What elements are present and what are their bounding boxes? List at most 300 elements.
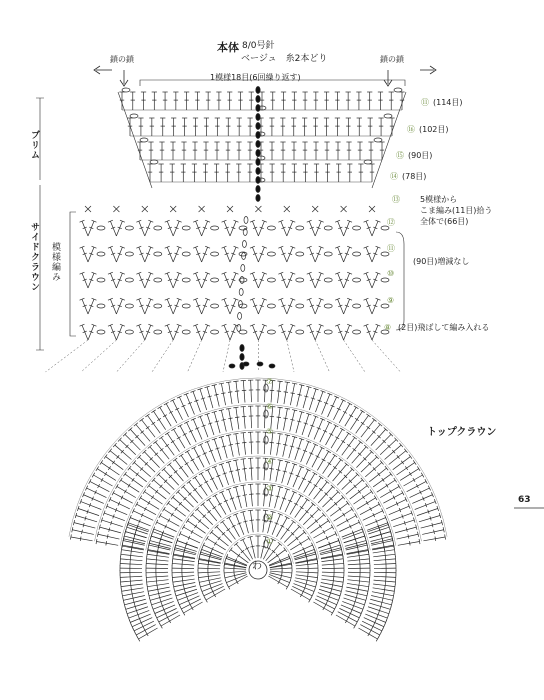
crown-stitch — [182, 558, 183, 562]
center-chain-dot — [256, 186, 260, 193]
crown-stitch — [321, 555, 343, 559]
crown-stitch — [307, 578, 308, 582]
crown-stitch — [205, 469, 210, 471]
crown-stitch — [182, 579, 183, 583]
side-row-num: ⑫ — [387, 218, 395, 227]
center-chain-dot — [256, 123, 260, 130]
crown-stitch — [369, 468, 386, 482]
crown-stitch — [270, 573, 291, 578]
crown-stitch — [183, 554, 184, 558]
center-link — [242, 241, 246, 248]
crown-stitch — [124, 536, 145, 541]
crown-stitch — [243, 495, 247, 496]
crown-stitch — [193, 391, 201, 412]
crown-stitch — [373, 550, 395, 553]
crown-stitch — [168, 619, 170, 623]
crown-stitch — [206, 536, 209, 540]
crown-stitch — [322, 394, 330, 414]
crown-stitch — [249, 520, 253, 521]
side-chain — [296, 252, 304, 256]
crown-stitch — [213, 506, 217, 509]
crown-stitch — [347, 551, 369, 555]
crown-stitch — [214, 439, 221, 460]
crown-stitch — [359, 583, 360, 587]
brim-chain — [122, 88, 130, 92]
crown-stitch — [409, 454, 412, 458]
crown-stitch — [149, 486, 166, 499]
crown-stitch — [326, 450, 331, 453]
crown-stitch — [116, 484, 119, 489]
crown-stitch — [186, 519, 189, 523]
crown-stitch — [133, 596, 134, 600]
crown-stitch — [321, 554, 343, 558]
crown-stitch — [98, 534, 119, 539]
crown-stitch — [302, 414, 309, 435]
top-crown-label: トップクラウン — [427, 427, 497, 438]
center-chain-dot — [240, 345, 244, 352]
side-chain — [353, 304, 361, 308]
crown-stitch — [232, 525, 236, 527]
crown-chain — [264, 410, 268, 418]
crown-stitch — [354, 624, 357, 629]
crown-stitch — [158, 620, 160, 625]
crown-stitch — [296, 568, 318, 569]
crown-stitch — [284, 548, 287, 552]
crown-stitch — [120, 576, 142, 577]
crown-stitch — [185, 462, 189, 464]
crown-stitch — [323, 606, 325, 610]
crown-stitch — [362, 621, 382, 631]
crown-stitch — [300, 506, 304, 509]
crown-stitch — [151, 495, 153, 499]
crown-stitch — [158, 591, 159, 595]
crown-stitch — [349, 415, 353, 417]
crown-stitch — [199, 484, 203, 486]
crown-stitch — [278, 433, 283, 434]
crown-stitch — [159, 513, 162, 518]
side-chain — [296, 330, 304, 334]
crown-stitch — [200, 389, 207, 410]
crown-stitch — [159, 612, 178, 622]
crown-stitch — [173, 579, 195, 582]
side-chain — [97, 304, 105, 308]
crown-stitch — [191, 606, 193, 610]
crown-stitch — [410, 488, 430, 497]
crown-stitch — [214, 593, 216, 597]
right-chain-label: 鎖の鎖 — [380, 55, 404, 64]
crown-stitch — [295, 439, 302, 460]
crown-stitch — [297, 394, 301, 395]
crown-stitch — [122, 550, 144, 553]
crown-stitch — [181, 599, 201, 609]
crown-stitch — [299, 542, 301, 546]
crown-stitch — [243, 485, 247, 507]
side-chain — [353, 226, 361, 230]
crown-stitch — [229, 435, 234, 456]
crown-stitch — [122, 545, 144, 549]
crown-stitch — [366, 501, 368, 505]
crown-stitch — [306, 445, 315, 465]
crown-stitch — [147, 547, 148, 552]
center-chain-dot — [256, 177, 260, 184]
crown-stitch — [209, 578, 210, 582]
crown-stitch — [194, 525, 197, 529]
crown-stitch — [130, 553, 131, 557]
crown-stitch — [280, 489, 288, 510]
crown-stitch — [121, 584, 122, 589]
side-chain — [324, 252, 332, 256]
crown-stitch — [334, 607, 336, 612]
brim-label: ブリム — [29, 130, 39, 160]
crown-stitch — [284, 382, 287, 404]
center-chain-dot — [256, 105, 260, 112]
crown-stitch — [408, 534, 409, 538]
guide-line — [152, 340, 173, 372]
crown-stitch — [235, 391, 239, 392]
crown-stitch — [313, 472, 318, 475]
crown-stitch — [341, 399, 346, 401]
crown-stitch — [201, 445, 210, 465]
crown-stitch — [146, 572, 168, 573]
crown-stitch — [319, 488, 322, 491]
crown-stitch — [147, 584, 148, 589]
crown-stitch — [199, 556, 200, 561]
crown-stitch — [106, 541, 107, 545]
crown-stitch — [347, 444, 351, 447]
crown-stitch — [90, 481, 109, 491]
crown-stitch — [348, 559, 370, 561]
crown-stitch — [276, 443, 280, 444]
crown-stitch — [384, 588, 385, 592]
crown-stitch — [122, 588, 144, 591]
crown-stitch — [172, 556, 173, 561]
crown-top-dot — [269, 364, 275, 368]
crown-stitch — [87, 488, 107, 497]
crown-stitch — [182, 611, 185, 616]
crown-stitch — [143, 489, 146, 493]
crown-stitch — [136, 424, 150, 441]
crown-stitch — [357, 591, 358, 595]
crown-stitch — [366, 414, 370, 417]
crown-stitch — [151, 422, 155, 425]
repeat-label: 1模様18目(6回繰り返す) — [210, 73, 301, 82]
crown-stitch — [417, 466, 420, 470]
crown-stitch — [148, 501, 150, 505]
crown-stitch — [158, 406, 163, 409]
crown-stitch — [322, 576, 344, 578]
crown-stitch — [285, 408, 290, 409]
side-chain — [353, 278, 361, 282]
crown-stitch — [386, 484, 388, 488]
crown-stitch — [172, 580, 173, 585]
crown-stitch — [333, 579, 334, 583]
crown-stitch — [108, 449, 111, 453]
crown-stitch — [374, 564, 396, 565]
crown-stitch — [131, 549, 132, 553]
crown-stitch — [219, 383, 224, 384]
crown-stitch — [101, 478, 103, 482]
crown-stitch — [110, 451, 127, 465]
top-row-num: ⑥ — [266, 402, 274, 411]
crown-stitch — [193, 419, 202, 439]
crown-stitch — [328, 397, 337, 417]
crown-stitch — [355, 418, 359, 420]
crown-stitch — [161, 615, 180, 626]
crown-stitch — [78, 508, 99, 515]
brim-row-note: (114目) — [433, 98, 463, 107]
crown-stitch — [71, 537, 93, 541]
crown-stitch — [281, 522, 294, 540]
crown-stitch — [308, 536, 311, 540]
crown-stitch — [227, 528, 231, 531]
crown-stitch — [132, 592, 133, 596]
crown-stitch — [350, 486, 367, 499]
crown-stitch — [407, 481, 426, 491]
crown-stitch — [346, 587, 368, 591]
crown-stitch — [385, 583, 386, 587]
crown-stitch — [210, 530, 213, 534]
crown-stitch — [243, 433, 245, 455]
crown-stitch — [323, 530, 325, 534]
crown-stitch — [361, 457, 377, 472]
crown-stitch — [199, 559, 221, 563]
crown-stitch — [389, 490, 391, 494]
crown-stitch — [250, 510, 253, 532]
crown-stitch — [333, 464, 347, 481]
crown-stitch — [278, 580, 280, 584]
crown-stitch — [100, 460, 103, 464]
crown-stitch — [346, 550, 368, 554]
crown-stitch — [82, 530, 83, 534]
crown-stitch — [342, 474, 358, 489]
crown-stitch — [206, 589, 225, 600]
brim-chain — [374, 138, 382, 142]
crown-stitch — [207, 442, 215, 462]
crown-stitch — [199, 472, 204, 475]
crown-stitch — [229, 444, 233, 445]
crown-stitch — [120, 564, 142, 565]
crown-stitch — [122, 593, 123, 598]
crown-stitch — [386, 499, 406, 508]
crown-stitch — [211, 532, 228, 546]
crown-stitch — [415, 502, 436, 510]
crown-stitch — [157, 587, 158, 591]
crown-stitch — [208, 558, 209, 562]
crown-stitch — [242, 469, 246, 470]
crown-stitch — [236, 434, 240, 456]
crown-stitch — [347, 442, 361, 459]
crown-stitch — [172, 572, 194, 573]
crown-stitch — [346, 432, 350, 435]
crown-stitch — [131, 583, 132, 587]
side-chain — [182, 278, 190, 282]
crown-stitch — [134, 621, 154, 631]
crown-stitch — [123, 472, 126, 476]
crown-stitch — [151, 410, 155, 413]
crown-stitch — [100, 527, 121, 533]
crown-stitch — [299, 504, 313, 521]
crown-stitch — [314, 419, 323, 439]
row13-num: ⑬ — [392, 195, 400, 204]
crown-stitch — [183, 583, 184, 587]
crown-stitch — [309, 389, 316, 410]
crown-stitch — [325, 480, 329, 483]
crown-stitch — [229, 382, 232, 404]
crown-stitch — [185, 450, 190, 453]
side-chain — [97, 278, 105, 282]
crown-stitch — [321, 579, 343, 582]
crown-stitch — [121, 580, 143, 582]
crown-stitch — [320, 422, 330, 442]
crown-stitch — [317, 561, 318, 566]
crown-stitch — [173, 497, 190, 511]
crown-stitch — [343, 580, 344, 585]
crown-stitch — [422, 530, 444, 535]
side-chain — [211, 304, 219, 308]
center-chain-dot — [256, 150, 260, 157]
crown-stitch — [148, 589, 149, 594]
side-chain — [97, 252, 105, 256]
guide-line — [46, 340, 89, 372]
crown-stitch — [332, 554, 333, 558]
crown-stitch — [177, 437, 181, 439]
crown-stitch — [243, 459, 246, 481]
crown-stitch — [233, 381, 238, 382]
crown-stitch — [283, 444, 287, 445]
crown-stitch — [283, 435, 288, 456]
crown-stitch — [146, 563, 168, 564]
crown-stitch — [374, 580, 396, 582]
side-chain — [211, 252, 219, 256]
crown-stitch — [389, 506, 409, 515]
crown-stitch — [328, 460, 341, 478]
crown-stitch — [308, 481, 312, 483]
crown-stitch — [374, 496, 377, 501]
crown-stitch — [136, 473, 139, 476]
crown-stitch — [229, 409, 233, 431]
crown-stitch — [236, 544, 250, 561]
crown-stitch — [378, 502, 381, 507]
side-chain — [211, 226, 219, 230]
crown-stitch — [292, 383, 297, 384]
crown-stitch — [146, 426, 149, 429]
crown-stitch — [92, 473, 95, 478]
crown-stitch — [148, 551, 170, 555]
crown-stitch — [184, 421, 189, 423]
crown-stitch — [165, 444, 169, 447]
crown-stitch — [413, 460, 416, 464]
crown-stitch — [168, 519, 170, 523]
crown-stitch — [226, 382, 231, 383]
side-row-num: ⑨ — [387, 296, 395, 305]
side-chain — [182, 252, 190, 256]
crown-stitch — [179, 397, 188, 417]
crown-stitch — [80, 537, 81, 541]
crown-stitch — [269, 495, 273, 496]
crown-stitch — [140, 418, 144, 421]
crown-stitch — [193, 488, 196, 491]
crown-stitch — [334, 424, 339, 427]
crown-stitch — [171, 440, 175, 442]
crown-stitch — [347, 583, 369, 586]
side-chain — [296, 278, 304, 282]
center-link — [237, 325, 241, 332]
row8-num: ⑧ — [384, 323, 392, 332]
crown-stitch — [294, 503, 298, 505]
crown-stitch — [276, 469, 280, 470]
crown-stitch — [198, 563, 220, 565]
crown-stitch — [187, 480, 191, 483]
crown-stitch — [270, 433, 272, 455]
crown-stitch — [401, 491, 403, 496]
crown-stitch — [96, 539, 97, 544]
crown-stitch — [164, 402, 169, 405]
crown-stitch — [112, 491, 114, 496]
crown-stitch — [186, 394, 194, 414]
crown-stitch — [72, 530, 94, 535]
crown-stitch — [171, 513, 173, 517]
crown-stitch — [70, 534, 71, 539]
crown-stitch — [393, 520, 414, 527]
guide-line — [188, 340, 202, 372]
top-row-num: ③ — [266, 484, 274, 493]
crown-stitch — [128, 484, 130, 488]
crown-stitch — [333, 558, 334, 562]
crown-stitch — [374, 559, 396, 561]
crown-stitch — [276, 554, 279, 558]
crown-stitch — [319, 525, 322, 529]
crown-stitch — [296, 412, 302, 433]
crown-stitch — [423, 537, 445, 541]
crown-stitch — [197, 509, 213, 525]
crown-stitch — [236, 487, 242, 508]
crown-stitch — [328, 462, 332, 464]
crown-stitch — [173, 552, 174, 557]
crown-stitch — [142, 420, 155, 437]
pickup-note-2: こま編み(11目)拾う — [420, 206, 493, 215]
crown-stitch — [395, 552, 396, 557]
crown-stitch — [84, 495, 104, 504]
crown-stitch — [104, 513, 125, 521]
crown-stitch — [300, 593, 302, 597]
crown-stitch — [227, 585, 230, 590]
crown-stitch — [243, 540, 253, 560]
side-chain — [296, 304, 304, 308]
crown-stitch — [412, 495, 432, 504]
crown-stitch — [380, 440, 396, 455]
crown-stitch — [149, 591, 170, 596]
left-chain-label: 鎖の鎖 — [110, 55, 134, 64]
crown-stitch — [226, 408, 231, 409]
crown-stitch — [360, 625, 379, 635]
crown-stitch — [280, 525, 284, 527]
side-chain — [267, 226, 275, 230]
crown-stitch — [409, 472, 411, 476]
crown-stitch — [138, 628, 157, 639]
crown-stitch — [321, 559, 343, 562]
crown-stitch — [354, 406, 359, 409]
crown-stitch — [287, 532, 304, 546]
crown-stitch — [180, 607, 182, 612]
crown-chain — [264, 436, 268, 444]
brim-edge — [372, 92, 406, 188]
brim-chain — [394, 88, 402, 92]
crown-stitch — [282, 462, 288, 483]
crown-stitch — [236, 407, 239, 429]
crown-stitch — [351, 507, 354, 511]
center-chain-dot — [256, 141, 260, 148]
side-chain — [324, 226, 332, 230]
